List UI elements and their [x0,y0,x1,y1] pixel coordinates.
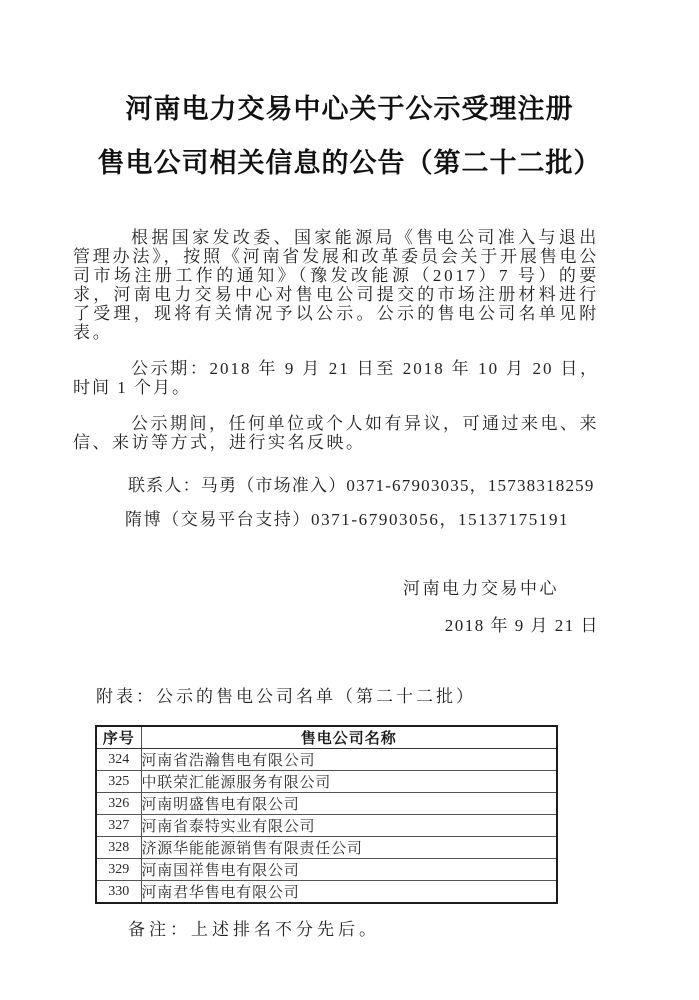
row-index: 327 [96,815,141,837]
company-name: 河南省浩瀚售电有限公司 [141,749,557,771]
document-title-line-2: 售电公司相关信息的公告（第二十二批） [97,148,602,178]
company-name: 济源华能能源销售有限责任公司 [141,837,557,859]
company-name: 河南省泰特实业有限公司 [141,815,557,837]
row-index: 325 [96,771,141,793]
company-name: 河南君华售电有限公司 [141,881,557,904]
table-row [96,793,557,815]
company-name: 中联荣汇能源服务有限公司 [141,771,557,793]
table-row [96,837,557,859]
companies-table [95,725,558,904]
row-index: 328 [96,837,141,859]
feedback-paragraph: 公示期间，任何单位或个人如有异议，可通过来电、来信、来访等方式，进行实名反映。 [73,414,599,452]
row-index: 330 [96,881,141,904]
publicity-period-paragraph: 公示期：2018 年 9 月 21 日至 2018 年 10 月 20 日，时间 1 个月。 [73,359,599,397]
row-index: 324 [96,749,141,771]
table-row [96,771,557,793]
contact-line-1: 联系人：马勇（市场准入）0371-67903035，15738318259 [128,476,595,495]
table-row [96,815,557,837]
document-title-line-1: 河南电力交易中心关于公示受理注册 [125,94,574,124]
table-row [96,859,557,881]
table-header-index: 序号 [96,726,141,749]
document-body [73,228,599,939]
signature-org: 河南电力交易中心 [403,579,559,598]
row-index: 329 [96,859,141,881]
company-name: 河南明盛售电有限公司 [141,793,557,815]
table-header-row [96,726,557,749]
remark: 备注：上述排名不分先后。 [128,920,380,939]
contact-line-2: 隋博（交易平台支持）0371-67903056，15137175191 [125,510,570,529]
document-title [0,82,699,190]
signature-block [73,579,599,635]
row-index: 326 [96,793,141,815]
appendix-caption: 附表：公示的售电公司名单（第二十二批） [96,687,476,706]
table-header-name: 售电公司名称 [141,726,557,749]
signature-date: 2018 年 9 月 21 日 [444,616,599,635]
intro-paragraph: 根据国家发改委、国家能源局《售电公司准入与退出管理办法》，按照《河南省发展和改革委员会关于开展售电公司市场注册工作的通知》（豫发改能源（2017）7 号）的要求，河南电力交易中心对售电公司提交的市场注册材料进行了受理，现将有关情况予以公示。公示的售电公司名单见附表。 [73,228,599,342]
table-row [96,749,557,771]
table-row [96,881,557,904]
company-name: 河南国祥售电有限公司 [141,859,557,881]
